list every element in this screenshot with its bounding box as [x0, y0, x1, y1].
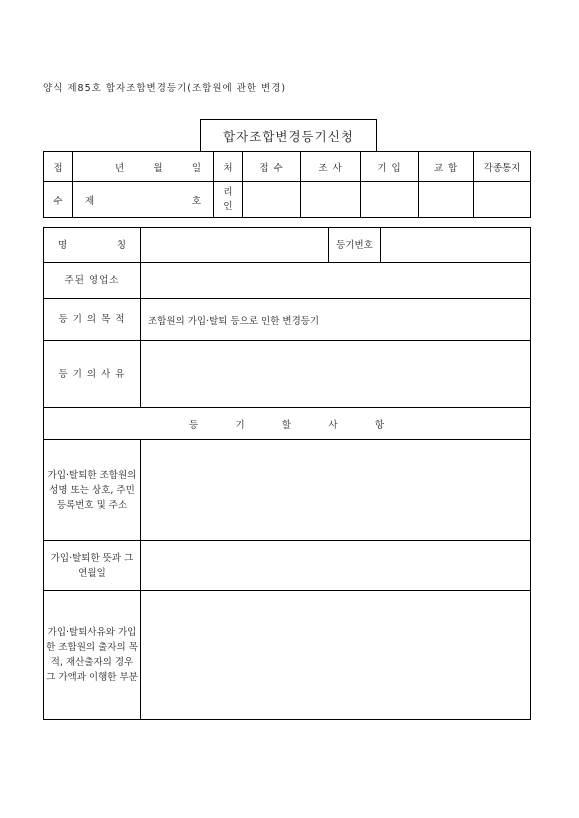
- day-label: 일: [191, 162, 201, 174]
- review-stamp-cell[interactable]: [301, 182, 361, 218]
- section-header: [44, 408, 531, 440]
- office-field[interactable]: [141, 263, 531, 299]
- cause-label: 등 기 의 사 유: [44, 341, 141, 408]
- col-receipt: 접 수: [243, 152, 301, 182]
- name-field[interactable]: [141, 228, 329, 263]
- purpose-value: 조합원의 가입·탈퇴 등으로 인한 변경등기: [141, 299, 531, 341]
- section-char-5: 항: [374, 419, 384, 431]
- number-prefix: 제: [85, 195, 95, 207]
- col-review: 조 사: [301, 152, 361, 182]
- office-label: 주된 영업소: [44, 263, 141, 299]
- process-label-1: 처: [214, 152, 243, 182]
- purpose-label: 등 기 의 목 적: [44, 299, 141, 341]
- application-table: [43, 227, 531, 720]
- entry-stamp-cell[interactable]: [361, 182, 419, 218]
- receipt-date: [73, 152, 214, 182]
- number-suffix: 호: [191, 195, 201, 207]
- receipt-stamp-cell[interactable]: [243, 182, 301, 218]
- col-notice: 각종통지: [474, 152, 531, 182]
- form-code: 양식 제85호 합자조합변경등기(조합원에 관한 변경): [43, 83, 287, 94]
- notice-stamp-cell[interactable]: [474, 182, 531, 218]
- receipt-label-top: 접: [44, 152, 73, 182]
- name-label: 명 칭: [44, 228, 141, 263]
- process-label-2: [214, 182, 243, 218]
- section-char-3: 할: [281, 419, 292, 431]
- col-compare: 교 합: [419, 152, 474, 182]
- section-char-4: 사: [328, 419, 338, 431]
- date-label: 가입·탈퇴한 뜻과 그 연월일: [44, 541, 141, 591]
- cause-field[interactable]: [141, 341, 531, 408]
- col-entry: 기 입: [361, 152, 419, 182]
- form-title: 합자조합변경등기신청: [200, 119, 377, 152]
- date-field[interactable]: [141, 541, 531, 591]
- process-label-2a: 리: [223, 186, 233, 198]
- member-info-field[interactable]: [141, 440, 531, 541]
- year-label: 년: [115, 162, 125, 174]
- receipt-number: [73, 182, 214, 218]
- section-char-1: 등: [189, 419, 199, 431]
- reg-no-field[interactable]: [381, 228, 531, 263]
- process-label-2b: 인: [223, 200, 233, 212]
- receipt-table: [43, 151, 531, 218]
- contribution-field[interactable]: [141, 591, 531, 720]
- month-label: 월: [153, 162, 163, 174]
- member-info-label: 가입·탈퇴한 조합원의 성명 또는 상호, 주민등록번호 및 주소: [44, 440, 141, 541]
- receipt-label-bottom: 수: [44, 182, 73, 218]
- compare-stamp-cell[interactable]: [419, 182, 474, 218]
- contribution-label: 가입·탈퇴사유와 가입한 조합원의 출자의 목적, 재산출자의 경우 그 가액과 이행한 부분: [44, 591, 141, 720]
- section-char-2: 기: [235, 419, 245, 431]
- reg-no-label: 등기번호: [329, 228, 381, 263]
